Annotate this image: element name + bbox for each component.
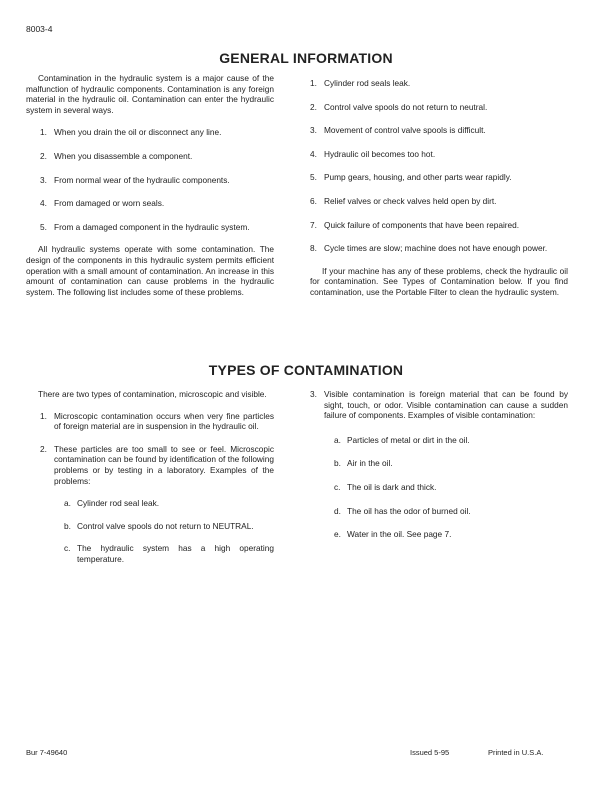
types-left-column (26, 389, 274, 565)
list-item: 6. Relief valves or check valves held open by dirt. (310, 195, 497, 206)
types-intro-paragraph: There are two types of contamination, microscopic and visible. (38, 389, 267, 399)
general-information-heading: GENERAL INFORMATION (219, 50, 393, 66)
list-item: a. Particles of metal or dirt in the oil. (334, 434, 470, 445)
list-item: 5. Pump gears, housing, and other parts wear rapidly. (310, 172, 512, 183)
list-item: 3. Visible contamination is foreign material that can be found by sight, touch, or odor. Visible contamination can cause a sudden failure of components. Examples of visible contamination: (310, 389, 568, 421)
page-number: 8003-4 (26, 24, 53, 34)
list-item: 2. Control valve spools do not return to neutral. (310, 101, 488, 112)
list-item: 5. From a damaged component in the hydraulic system. (40, 221, 250, 232)
general-para2: All hydraulic systems operate with some contamination. The design of the components in this hydraulic system permits efficient operation with a small amount of contamination. An increase in this amount of contamination can cause problems in the hydraulic system. The following list includes some of these problems. (26, 244, 274, 297)
list-item: 3. Movement of control valve spools is difficult. (310, 125, 486, 136)
list-item: 1. Cylinder rod seals leak. (310, 78, 411, 88)
footer-doc-number: Bur 7-49640 (26, 748, 68, 757)
list-item: c. The hydraulic system has a high operating temperature. (64, 543, 274, 564)
list-item: 2. When you disassemble a component. (40, 150, 193, 161)
list-item: 8. Cycle times are slow; machine does not have enough power. (310, 243, 548, 254)
list-item: 2. These particles are too small to see or feel. Microscopic contamination can be found by identification of the following problems or by testing in a laboratory. Examples of the problems: (40, 443, 274, 486)
list-item: 3. From normal wear of the hydraulic components. (40, 174, 230, 185)
list-item: b. Control valve spools do not return to NEUTRAL. (64, 520, 254, 531)
problems-list (310, 78, 568, 254)
contamination-ways-list (26, 127, 274, 232)
list-item: b. Air in the oil. (334, 458, 393, 469)
list-item: 1. When you drain the oil or disconnect any line. (40, 127, 222, 138)
general-right-column (310, 78, 568, 298)
list-item: e. Water in the oil. See page 7. (334, 529, 452, 540)
general-intro-paragraph: Contamination in the hydraulic system is a major cause of the malfunction of hydraulic components. Contamination is any foreign material in the hydraulic oil. Contamination can enter the hydraulic system in several ways. (26, 73, 274, 115)
types-right-column (310, 389, 568, 540)
list-item: 7. Quick failure of components that have been repaired. (310, 219, 520, 230)
list-item: c. The oil is dark and thick. (334, 481, 437, 492)
visible-examples-list (310, 435, 568, 540)
footer-printed: Printed in U.S.A. (488, 748, 544, 757)
list-item: 1. Microscopic contamination occurs when very fine particles of foreign material are in suspension in the hydraulic oil. (40, 410, 274, 432)
general-para3: If your machine has any of these problems, check the hydraulic oil for contamination. See Types of Contamination below. If you find contamination, use the Portable Filter to clean the hydraulic system. (310, 265, 568, 297)
footer-issued: Issued 5-95 (410, 748, 450, 757)
general-left-column (26, 73, 274, 297)
microscopic-examples-list (26, 498, 274, 564)
list-item: 4. From damaged or worn seals. (40, 198, 165, 209)
list-item: a. Cylinder rod seal leak. (64, 498, 160, 509)
types-of-contamination-heading: TYPES OF CONTAMINATION (208, 362, 404, 378)
list-item: 4. Hydraulic oil becomes too hot. (310, 148, 436, 159)
list-item: d. The oil has the odor of burned oil. (334, 505, 471, 516)
